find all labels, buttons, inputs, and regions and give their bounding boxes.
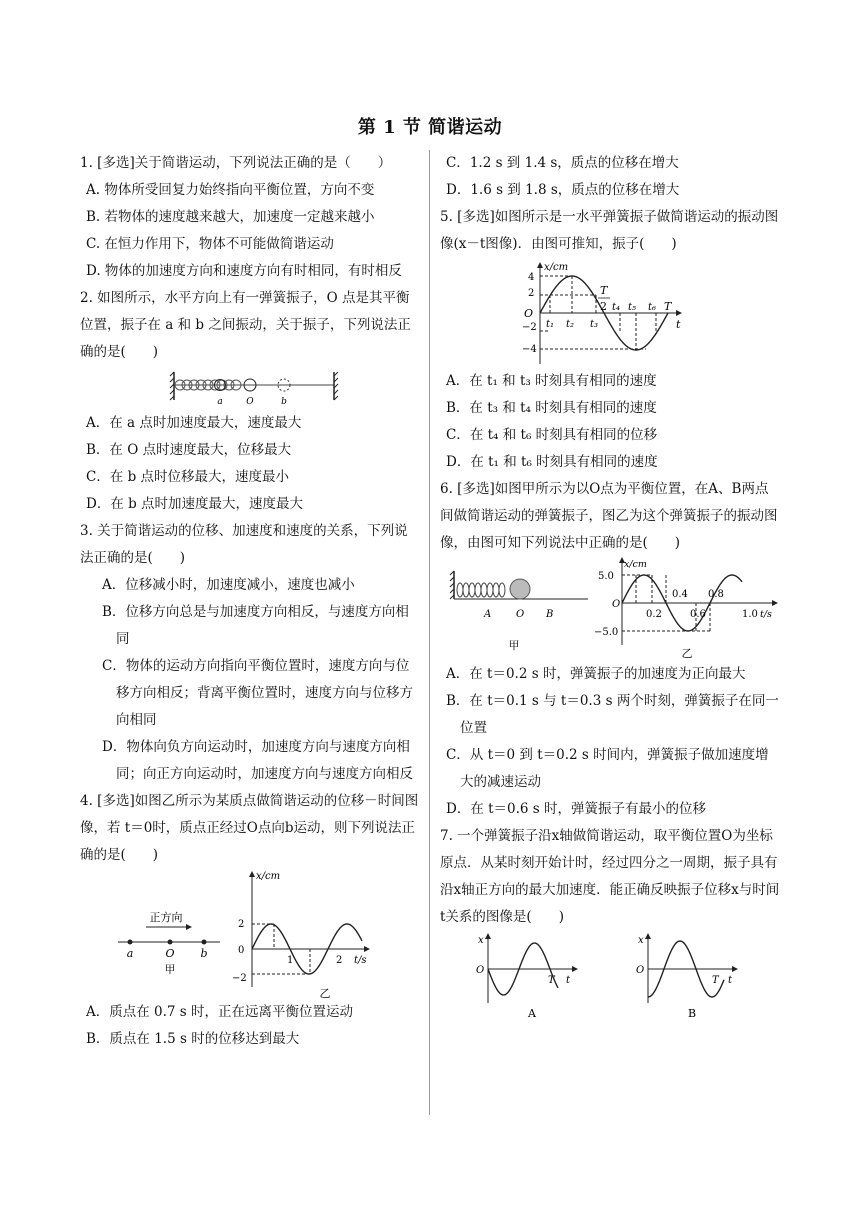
- period-label: T: [712, 975, 719, 986]
- label-a: a: [217, 397, 223, 407]
- question-1-option-b: B. 若物体的速度越来越大，加速度一定越来越小: [86, 209, 375, 225]
- question-7-figures: [440, 931, 780, 1021]
- t3-label: t₃: [590, 319, 599, 330]
- question-5: [440, 204, 780, 476]
- displacement-time-graph-q4: [230, 869, 420, 999]
- question-3-option-c: C．物体的运动方向指向平衡位置时，速度方向与位移方向相反；背离平衡位置时，速度方向与位移方向相同: [102, 658, 413, 728]
- y-tick-pos: 5.0: [598, 571, 614, 582]
- point-a-label: a: [126, 947, 134, 960]
- x-tick-2: 2: [336, 955, 343, 966]
- column-divider: [429, 150, 430, 1115]
- right-column: [440, 150, 780, 1021]
- question-4-option-a: A．质点在 0.7 s 时，正在远离平衡位置运动: [86, 1004, 354, 1020]
- point-O-label: O: [516, 609, 525, 620]
- period-label: T: [548, 975, 555, 986]
- page-title: 第 1 节 简谐运动: [357, 117, 503, 138]
- question-6-figures: [440, 557, 780, 661]
- point-o-label: O: [165, 947, 175, 960]
- period-T-label: T: [664, 300, 672, 313]
- label-o: O: [246, 397, 254, 407]
- option-b-caption: B: [687, 1007, 697, 1020]
- x-tick-1.0: 1.0: [742, 609, 758, 620]
- point-B-label: B: [546, 609, 554, 620]
- question-5-option-b: B．在 t₃ 和 t₄ 时刻具有相同的速度: [446, 400, 657, 416]
- question-4-continued: [440, 150, 780, 204]
- question-7: [440, 823, 780, 1021]
- x-tick-1: 1: [287, 955, 294, 966]
- question-7-stem: 7. 一个弹簧振子沿x轴做简谐运动，取平衡位置O为坐标原点．从某时刻开始计时，经过四分之一周期，振子具有沿x轴正方向的最大加速度．能正确反映振子位移x与时间t关系的图像是( ): [440, 828, 780, 925]
- question-2-option-b: B．在 O 点时速度最大，位移最大: [86, 442, 292, 458]
- question-3-option-b: B．位移方向总是与加速度方向相反，与速度方向相同: [102, 604, 409, 647]
- question-1-option-a: A. 物体所受回复力始终指向平衡位置，方向不变: [86, 182, 375, 198]
- question-1-option-c: C. 在恒力作用下，物体不可能做简谐运动: [86, 236, 334, 252]
- t1-label: t₁: [546, 319, 555, 330]
- left-wall: [170, 372, 174, 400]
- question-1: [80, 150, 420, 285]
- question-5-option-c: C．在 t₄ 和 t₆ 时刻具有相同的位移: [446, 427, 658, 443]
- question-5-stem: 5. [多选]如图所示是一水平弹簧振子做简谐运动的振动图像(x－t图像)．由图可推知，振子( ): [440, 209, 779, 252]
- x-tick-0.2: 0.2: [646, 609, 662, 620]
- question-5-option-d: D．在 t₁ 和 t₆ 时刻具有相同的速度: [446, 454, 658, 470]
- spring-oscillator-figure: [80, 368, 420, 408]
- option-graph-a: [440, 931, 600, 1021]
- axis-direction-figure: [80, 869, 230, 979]
- question-6-option-b: B．在 t＝0.1 s 与 t＝0.3 s 两个时刻，弹簧振子在同一位置: [446, 693, 779, 736]
- right-wall: [334, 372, 338, 400]
- arrow-head-icon: [186, 924, 192, 930]
- y-axis-label: x/cm: [624, 559, 647, 570]
- y-axis-label: x/cm: [544, 262, 569, 273]
- question-4-figures: [80, 869, 420, 999]
- spring-ball-figure: [440, 557, 592, 657]
- question-1-option-d: D. 物体的加速度方向和速度方向有时相同，有时相反: [86, 263, 402, 279]
- question-4: [80, 788, 420, 1053]
- t5-label: t₅: [628, 302, 637, 313]
- x-axis-label: x: [478, 935, 484, 946]
- origin-label: O: [476, 965, 485, 976]
- question-6-option-d: D．在 t＝0.6 s 时，弹簧振子有最小的位移: [446, 801, 707, 817]
- question-6-option-c: C．从 t＝0 到 t＝0.2 s 时间内，弹簧振子做加速度增大的减速运动: [446, 747, 769, 790]
- question-4-stem: 4. [多选]如图乙所示为某质点做简谐运动的位移－时间图像，若 t＝0时，质点正经过O点向b运动，则下列说法正确的是( ): [80, 793, 419, 863]
- origin-label: O: [524, 307, 534, 320]
- left-column: [80, 150, 420, 1053]
- question-2-option-a: A．在 a 点时加速度最大，速度最大: [86, 415, 302, 431]
- ball: [510, 579, 530, 599]
- figure-caption-yi: 乙: [681, 647, 693, 660]
- displacement-time-graph-q5: [440, 260, 780, 366]
- y-tick-4: 4: [528, 272, 535, 283]
- question-2-option-d: D．在 b 点时加速度最大，速度最大: [86, 496, 304, 512]
- question-4-option-c: C．1.2 s 到 1.4 s，质点的位移在增大: [446, 155, 679, 171]
- t-axis-label: t: [676, 318, 681, 331]
- question-6: [440, 476, 780, 823]
- y-axis-label: x/cm: [256, 871, 281, 882]
- question-2-stem: 2. 如图所示，水平方向上有一弹簧振子，O 点是其平衡位置，振子在 a 和 b 之间振动，关于振子，下列说法正确的是( ): [80, 290, 411, 360]
- figure-caption-yi: 乙: [319, 987, 331, 999]
- x-tick-0.8: 0.8: [708, 589, 724, 600]
- y-tick-neg2: −2: [522, 322, 537, 333]
- question-3-stem: 3. 关于简谐运动的位移、加速度和速度的关系，下列说法正确的是( ): [80, 523, 408, 566]
- half-period-T-label: T: [600, 284, 608, 297]
- t6-label: t₆: [648, 302, 657, 313]
- origin-label: O: [612, 599, 621, 610]
- question-2: [80, 285, 420, 518]
- x-axis-label: x: [638, 935, 644, 946]
- t-axis-label: t: [728, 975, 733, 986]
- option-a-caption: A: [528, 1007, 536, 1020]
- question-1-stem: 1. [多选]关于简谐运动，下列说法正确的是（ ）: [80, 155, 392, 171]
- question-4-option-b: B．质点在 1.5 s 时的位移达到最大: [86, 1031, 300, 1047]
- t2-label: t₂: [566, 319, 575, 330]
- question-6-option-a: A．在 t＝0.2 s 时，弹簧振子的加速度为正向最大: [446, 666, 746, 682]
- t4-label: t₄: [612, 302, 621, 313]
- option-graph-b: [600, 931, 760, 1021]
- question-2-option-c: C．在 b 点时位移最大，速度最小: [86, 469, 290, 485]
- x-tick-0.6: 0.6: [690, 609, 706, 620]
- question-5-option-a: A．在 t₁ 和 t₃ 时刻具有相同的速度: [446, 373, 657, 389]
- y-tick-neg: −2: [232, 973, 247, 984]
- displacement-time-graph-q6: [592, 557, 780, 661]
- y-tick-2: 2: [528, 288, 535, 299]
- positive-direction-label: 正方向: [149, 911, 183, 924]
- point-b-label: b: [200, 947, 208, 960]
- question-3-option-d: D．物体向负方向运动时，加速度方向与速度方向相同；向正方向运动时，加速度方向与速度方向相反: [102, 739, 413, 782]
- point-A-label: A: [484, 609, 492, 620]
- question-3-option-a: A．位移减小时，加速度减小，速度也减小: [102, 577, 355, 593]
- question-6-stem: 6. [多选]如图甲所示为以O点为平衡位置，在A、B两点间做简谐运动的弹簧振子，图乙为这个弹簧振子的振动图像，由图可知下列说法中正确的是( ): [440, 481, 778, 551]
- figure-caption-jia: 甲: [164, 963, 176, 976]
- x-tick-0.4: 0.4: [672, 589, 688, 600]
- y-tick-neg: −5.0: [594, 627, 619, 638]
- label-b: b: [281, 397, 287, 407]
- spring-coils: [457, 583, 505, 597]
- y-tick-pos: 2: [238, 919, 245, 930]
- t-axis-label: t: [566, 975, 571, 986]
- question-4-option-d: D．1.6 s 到 1.8 s，质点的位移在增大: [446, 182, 680, 198]
- y-tick-neg4: −4: [522, 344, 537, 355]
- y-tick-zero: 0: [238, 945, 245, 956]
- x-axis-label: t/s: [354, 955, 367, 966]
- half-period-2-label: 2: [600, 300, 607, 313]
- x-axis-label: t/s: [760, 609, 772, 620]
- figure-caption-jia: 甲: [508, 639, 520, 652]
- origin-label: O: [636, 965, 645, 976]
- question-3: [80, 518, 420, 788]
